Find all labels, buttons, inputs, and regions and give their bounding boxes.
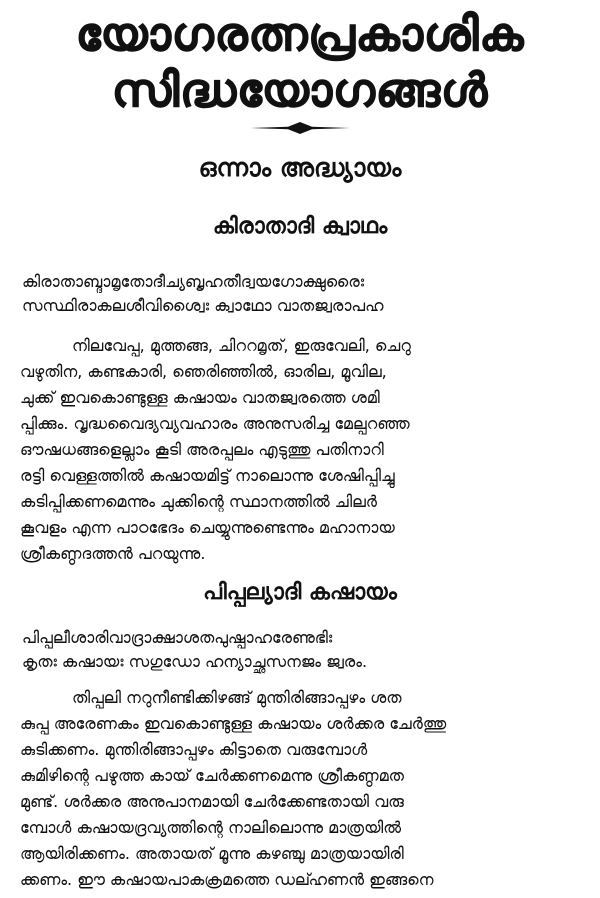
section-heading-kiratadi: കിരാതാദി ക്വാഥം [212, 214, 388, 239]
prose-line: മ്പോൾ കഷായദ്രവ്യത്തിന്റെ നാലിലൊന്നു മാത്രയിൽ [20, 818, 402, 837]
ornament-divider [248, 120, 352, 136]
prose-line: ചുക്ക് ഇവകൊണ്ടുള്ള കഷായം വാതജ്വരത്തെ ശമി [20, 388, 380, 407]
book-title-line-1: യോഗരത്നപ്രകാശിക [75, 7, 525, 61]
prose-line: ക്കണം. ഈ കഷായപാകക്രമത്തെ ഡല്ഹണൻ ഇങ്ങനെ [20, 870, 434, 889]
verse-line: കൃതഃ കഷായഃ സഗുഡോ ഹന്യാച്ഛ്ലസനജം ജ്വരം. [22, 652, 368, 671]
prose-line: കടിപ്പിക്കണമെന്നും ചുക്കിന്റെ സ്ഥാനത്തിൽ ചിലർ [20, 492, 377, 511]
verse-line: കിരാതാബ്ദാമൃതോദീച്യബൃഹതീദ്വയഗോക്ഷുരൈഃ [22, 272, 365, 291]
verse-line: സസ്ഥിരാകലശീവിശ്വൈഃ ക്വാഥോ വാതജ്വരാപഹ [22, 296, 384, 315]
prose-line: ആയിരിക്കണം. അതായത് മൂന്നു കഴഞ്ചു മാത്രയായിരി [20, 844, 404, 863]
prose-line: രട്ടി വെള്ളത്തിൽ കഷായമിട്ട് നാലൊന്നു ശേഷിപ്പിച്ചു [20, 466, 395, 485]
prose-line: ഔഷധങ്ങളെല്ലാം കൂടി അരപ്പലം എടുത്തു പതിനാറി [20, 440, 384, 459]
prose-line: മുണ്ട്. ശർക്കര അനുപാനമായി ചേർക്കേണ്ടതായി വരു [20, 792, 404, 811]
prose-line: കുമിഴിന്റെ പഴുത്ത കായ് ചേർക്കണമെന്നു ശ്രീകണ്ഠമത [20, 766, 404, 785]
verse-line: പിപ്പലീശാരിവാദ്രാക്ഷാശതപുഷ്പാഹരേണുഭിഃ [22, 628, 333, 647]
prose-line: കുപ്പ അരേണകം ഇവകൊണ്ടുള്ള കഷായം ശർക്കര ചേർത്തു [20, 714, 447, 733]
prose-line: ശ്രീകണ്ഠദത്തൻ പറയുന്നു. [20, 544, 206, 563]
prose-line: പ്പിക്കും. വൃദ്ധവൈദ്യവ്യവഹാരം അനുസരിച്ച മേല്പറഞ്ഞ [20, 414, 410, 433]
prose-line: കൂവളം എന്ന പാഠഭേദം ചെയ്യുന്നുണ്ടെന്നും മഹാനായ [20, 518, 395, 537]
chapter-heading: ഒന്നാം അദ്ധ്യായം [198, 153, 402, 182]
prose-line: തിപ്പലി നറുനീണ്ടിക്കിഴങ്ങ് മുന്തിരിങ്ങാപ്പഴം ശത [72, 688, 402, 707]
section-heading-pippalyadi: പിപ്പല്യാദി കഷായം [203, 580, 397, 605]
prose-line: വഴുതിന, കണ്ടകാരി, ഞെരിഞ്ഞിൽ, ഓരില, മൂവില, [20, 362, 387, 381]
book-title-line-2: സിദ്ധയോഗങ്ങൾ [111, 63, 489, 117]
prose-line: നിലവേപ്പ, മുത്തങ്ങ, ചിററമൃത്, ഇരുവേലി, ചെറു [72, 336, 411, 355]
prose-line: കുടിക്കണം. മുന്തിരിങ്ങാപ്പഴം കിട്ടാതെ വരുമ്പോൾ [20, 740, 368, 759]
